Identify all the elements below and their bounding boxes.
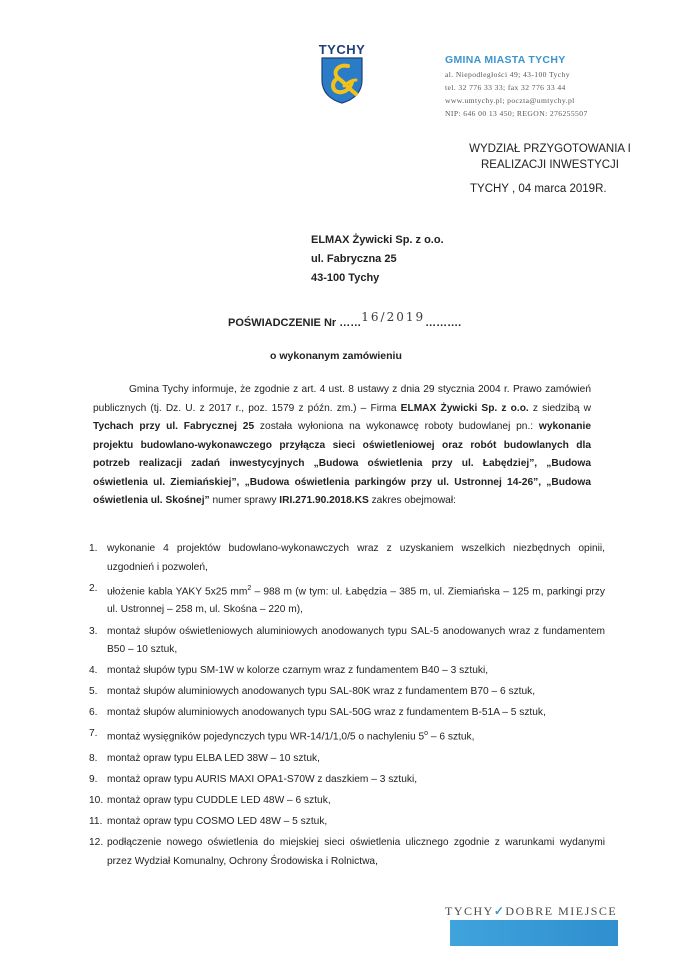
body-text-4: numer sprawy — [209, 495, 280, 506]
office-name: GMINA MIASTA TYCHY — [445, 54, 566, 66]
list-item-number: 2. — [89, 582, 98, 594]
list-item-text: montaż opraw typu AURIS MAXI OPA1-S70W z daszkiem – 3 sztuki, — [107, 774, 418, 786]
list-item — [89, 771, 605, 790]
tax-id-line: NIP: 646 00 13 450; REGON: 276255507 — [445, 109, 588, 118]
case-number: IRI.271.90.2018.KS — [279, 495, 369, 506]
list-item-number: 6. — [89, 707, 98, 719]
body-text-1: Gmina Tychy informuje, że zgodnie z art. 4 ust. 8 ustawy z dnia 29 stycznia 2004 r. Prawo zamówień publicznych (tj. Dz. U. z 2017 r., poz. 1579 z późn. zm.) – Firma — [93, 384, 591, 414]
department-line-1: WYDZIAŁ PRZYGOTOWANIA I — [469, 143, 631, 155]
footer-slogan-right: DOBRE MIEJSCE — [505, 904, 618, 918]
scope-list — [89, 540, 605, 874]
date-line: TYCHY , 04 marca 2019R. — [470, 183, 607, 195]
list-item — [89, 834, 605, 871]
certificate-title-prefix: POŚWIADCZENIE Nr — [228, 317, 337, 329]
list-item-text: ułożenie kabla YAKY 5x25 mm — [107, 585, 248, 597]
list-item-text: wykonanie 4 projektów budowlano-wykonawczych wraz z uzyskaniem wszelkich niezbędnych opinii, uzgodnień i pozwoleń, — [107, 543, 605, 573]
list-item-number: 7. — [89, 728, 98, 740]
list-item — [89, 813, 605, 832]
footer-slogan-left: TYCHY — [445, 904, 494, 918]
list-item-number: 1. — [89, 543, 98, 554]
list-item-text: montaż opraw typu CUDDLE LED 48W – 6 sztuk, — [107, 795, 331, 807]
footer-bar — [450, 920, 618, 946]
list-item-number: 5. — [89, 686, 98, 698]
list-item-number: 8. — [89, 752, 98, 764]
certificate-number: 16/2019 — [361, 310, 426, 324]
phone-line: tel. 32 776 33 33; fax 32 776 33 44 — [445, 83, 566, 92]
superscript: o — [424, 730, 429, 738]
city-crest-icon — [318, 56, 366, 104]
recipient-name: ELMAX Żywicki Sp. z o.o. — [311, 234, 444, 246]
list-item-text: montaż słupów oświetleniowych aluminiowych anodowanych typu SAL-5 anodowanych wraz z fundamentem B50 – 10 sztuk, — [107, 625, 605, 656]
list-item — [89, 704, 605, 723]
list-item — [89, 725, 605, 747]
list-item-text: montaż słupów aluminiowych anodowanych typu SAL-80K wraz z fundamentem B70 – 6 sztuk, — [107, 686, 536, 698]
body-text-2: z siedzibą w — [528, 402, 591, 414]
list-item — [89, 750, 605, 769]
list-item-text: montaż słupów aluminiowych anodowanych typu SAL-50G wraz z fundamentem B-51A – 5 sztuk, — [107, 707, 546, 719]
list-item-text: montaż opraw typu ELBA LED 38W – 10 sztuk, — [107, 752, 320, 764]
list-item-number: 3. — [89, 625, 98, 637]
list-item — [89, 580, 605, 620]
company-name: ELMAX Żywicki Sp. z o.o. — [400, 402, 529, 414]
list-item-number: 10. — [89, 795, 104, 807]
list-item — [89, 792, 605, 811]
address-line: al. Niepodległości 49; 43-100 Tychy — [445, 70, 570, 79]
department-line-2: REALIZACJI INWESTYCJI — [480, 159, 620, 171]
company-address: Tychach przy ul. Fabrycznej 25 — [93, 421, 255, 432]
list-item-number: 12. — [89, 837, 104, 849]
list-item — [89, 683, 605, 702]
certificate-dots-before: …… — [336, 317, 362, 329]
list-item-text-cont: – 6 sztuk, — [428, 731, 475, 743]
recipient-city: 43-100 Tychy — [311, 272, 380, 284]
body-text-3: została wyłoniona na wykonawcę roboty budowlanej pn.: — [254, 421, 539, 432]
list-item — [89, 623, 605, 660]
city-name: TYCHY — [318, 42, 366, 57]
department-name — [455, 141, 645, 173]
web-line: www.umtychy.pl; poczta@umtychy.pl — [445, 96, 575, 105]
recipient-street: ul. Fabryczna 25 — [311, 253, 397, 265]
list-item-text: montaż wysięgników pojedynczych typu WR-14/1/1,0/5 o nachyleniu 5 — [107, 731, 425, 743]
list-item-number: 9. — [89, 774, 98, 786]
body-paragraph — [93, 381, 591, 511]
checkmark-icon: ✓ — [493, 904, 506, 918]
list-item-text: montaż opraw typu COSMO LED 48W – 5 sztuk, — [107, 816, 328, 828]
body-text-5: zakres obejmował: — [368, 495, 456, 506]
superscript: 2 — [247, 584, 252, 592]
list-item-text-cont: – 988 m (w tym: ul. Łabędzia – 385 m, ul. Ziemiańska – 125 m, parkingi przy ul. Ustronnej – 258 m, ul. Skośna – 220 m), — [107, 585, 605, 616]
footer-slogan — [445, 904, 617, 919]
project-title: wykonanie projektu budowlano-wykonawczego przyłącza sieci oświetleniowej oraz robót budowlanych dla potrzeb realizacji zadań inwestycyjnych „Budowa oświetlenia przy ul. Łabędziej”, „Budowa oświetlenia ul. Ziemiańskiej”, „Budowa oświetlenia parkingów przy ul. Ustronnej 14-26”, „Budowa oświetlenia ul. Skośnej” — [93, 421, 592, 506]
certificate-subtitle: o wykonanym zamówieniu — [270, 350, 402, 362]
list-item — [89, 662, 605, 681]
certificate-dots-after: ………. — [425, 317, 462, 329]
certificate-title — [228, 310, 462, 329]
list-item-text: podłączenie nowego oświetlenia do miejskiej sieci oświetlenia ulicznego zgodnie z warunkami wydanymi przez Wydział Komunalny, Ochrony Środowiska i Rolnictwa, — [107, 837, 605, 867]
list-item — [89, 540, 605, 577]
list-item-number: 4. — [89, 665, 98, 677]
list-item-number: 11. — [89, 816, 103, 828]
list-item-text: montaż słupów typu SM-1W w kolorze czarnym wraz z fundamentem B40 – 3 sztuki, — [107, 665, 489, 677]
